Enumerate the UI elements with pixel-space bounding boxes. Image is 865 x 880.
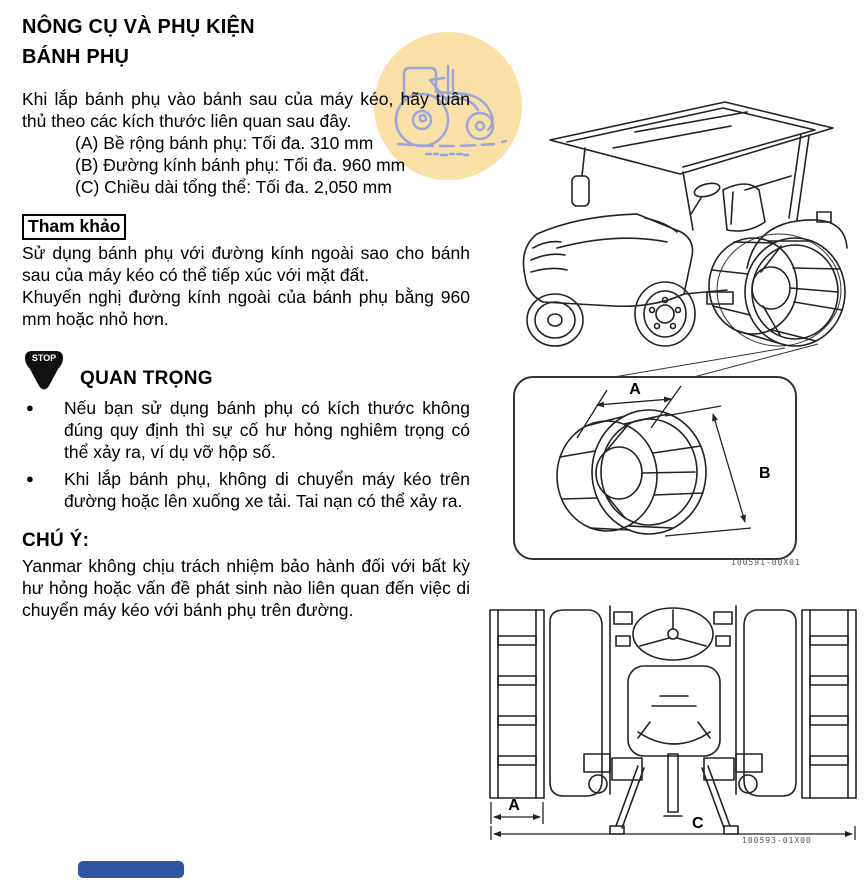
rear-dim-c-label: C	[692, 815, 704, 832]
important-heading: QUAN TRỌNG	[80, 368, 213, 389]
tractor-rear-view-illustration	[488, 604, 858, 844]
intro-paragraph: Khi lắp bánh phụ vào bánh sau của máy kéo, hãy tuân thủ theo các kích thước liên quan sau đây.	[22, 89, 470, 131]
note-paragraph: Yanmar không chịu trách nhiệm bảo hành đối với bất kỳ hư hỏng hoặc vấn đề phát sinh nào liên quan đến việc di chuyển máy kéo với bánh phụ trên đường.	[22, 556, 470, 620]
important-header	[22, 348, 470, 392]
important-bullet-2-text: Khi lắp bánh phụ, không di chuyển máy kéo trên đường hoặc lên xuống xe tải. Tai nạn có thể xảy ra.	[64, 469, 470, 511]
reference-body	[22, 242, 470, 330]
detail-figure-code: 100591-00X01	[731, 558, 801, 567]
stop-icon-label: STOP	[31, 353, 57, 363]
cage-wheel-detail-illustration	[515, 378, 791, 554]
detail-dim-a-label: A	[629, 381, 641, 398]
rear-dim-a-label: A	[508, 797, 520, 814]
detail-leader-lines	[560, 342, 860, 380]
important-bullet-1-text: Nếu bạn sử dụng bánh phụ có kích thước không đúng quy định thì sự cố hư hỏng nghiêm trọng có thể xảy ra, ví dụ vỡ hộp số.	[64, 398, 470, 462]
page-title-line1: NÔNG CỤ VÀ PHỤ KIỆN	[22, 16, 255, 38]
bullet-icon: ●	[26, 471, 34, 486]
reference-line2: Khuyến nghị đường kính ngoài của bánh phụ bằng 960 mm hoặc nhỏ hơn.	[22, 287, 470, 329]
important-bullet-1	[22, 397, 470, 463]
page-title-line2: BÁNH PHỤ	[22, 46, 130, 68]
reference-box-label: Tham khảo	[22, 214, 126, 240]
note-heading: CHÚ Ý:	[22, 530, 90, 551]
wheel-detail-box	[513, 376, 797, 560]
important-bullet-2	[22, 468, 470, 512]
spec-item-b: (B) Đường kính bánh phụ: Tối đa. 960 mm	[75, 155, 406, 175]
detail-dim-b-label: B	[759, 465, 771, 482]
rear-figure-code: 100593-01X00	[742, 836, 812, 845]
spec-list	[75, 132, 470, 198]
spec-item-a: (A) Bề rộng bánh phụ: Tối đa. 310 mm	[75, 133, 374, 153]
stop-icon	[22, 348, 66, 392]
text-column	[22, 12, 470, 621]
bullet-icon: ●	[26, 400, 34, 415]
tractor-side-illustration	[495, 90, 863, 348]
spec-item-c: (C) Chiều dài tổng thể: Tối đa. 2,050 mm	[75, 177, 392, 197]
bottom-blue-bar[interactable]	[78, 861, 184, 878]
reference-line1: Sử dụng bánh phụ với đường kính ngoài sao cho bánh sau của máy kéo có thể tiếp xúc với mặt đất.	[22, 243, 470, 285]
